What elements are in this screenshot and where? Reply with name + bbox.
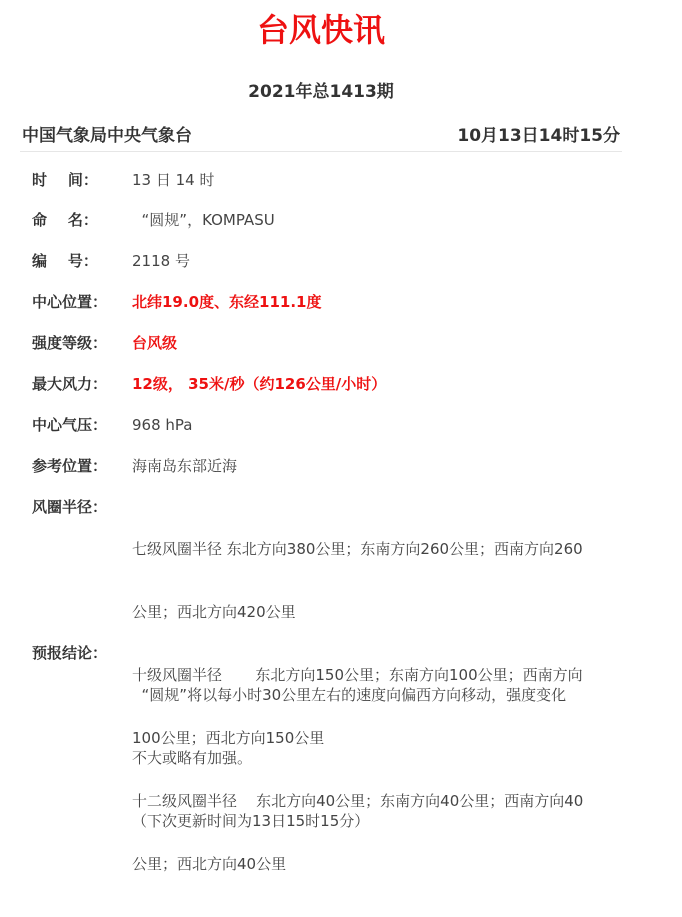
field-value: 2118 号 xyxy=(132,252,190,270)
field-value: 台风级 xyxy=(132,334,178,352)
field-value: 13 日 14 时 xyxy=(132,171,215,189)
wind-radius-line: 十级风圈半径 东北方向150公里；东南方向100公里；西南方向 xyxy=(132,666,583,684)
field-label: 命 名： xyxy=(32,211,98,229)
field-label: 时 间： xyxy=(32,171,98,189)
wind-radius-line: 十二级风圈半径 东北方向40公里；东南方向40公里；西南方向40 xyxy=(132,792,584,810)
field-value: “圆规”，KOMPASU xyxy=(132,211,275,229)
field-label: 最大风力： xyxy=(32,375,108,393)
field-value xyxy=(132,643,612,874)
wind-radius-line: 七级风圈半径 东北方向380公里；东南方向260公里；西南方向260 xyxy=(132,540,583,558)
field-label: 中心位置： xyxy=(32,293,108,311)
wind-radius-line: 100公里；西北方向150公里 xyxy=(132,729,325,747)
field-value: 海南岛东部近海 xyxy=(132,457,238,475)
field-label: 编 号： xyxy=(32,252,98,270)
bulletin-title: 台风快讯 xyxy=(256,11,385,49)
wind-radius-line: 公里；西北方向40公里 xyxy=(132,855,287,873)
issue-time: 10月13日14时15分 xyxy=(457,126,620,146)
field-value: 968 hPa xyxy=(132,416,193,434)
field-label: 中心气压： xyxy=(32,416,108,434)
field-value: 12级， 35米/秒（约126公里/小时） xyxy=(132,375,387,393)
issue-number: 2021年总1413期 xyxy=(248,82,394,102)
field-label: 参考位置： xyxy=(32,457,108,475)
field-label: 强度等级： xyxy=(32,334,108,352)
field-label: 风圈半径： xyxy=(32,498,108,516)
issuing-agency: 中国气象局中央气象台 xyxy=(22,126,192,146)
bulletin-header xyxy=(20,123,622,152)
field-value: 北纬19.0度、东经111.1度 xyxy=(132,293,322,311)
forecast-line: 不大或略有加强。 xyxy=(132,749,253,767)
field-label: 预报结论： xyxy=(32,644,108,662)
forecast-line: “圆规”将以每小时30公里左右的速度向偏西方向移动，强度变化 xyxy=(132,686,567,704)
forecast-line: （下次更新时间为13日15时15分） xyxy=(132,812,370,830)
wind-radius-line: 公里；西北方向420公里 xyxy=(132,603,296,621)
